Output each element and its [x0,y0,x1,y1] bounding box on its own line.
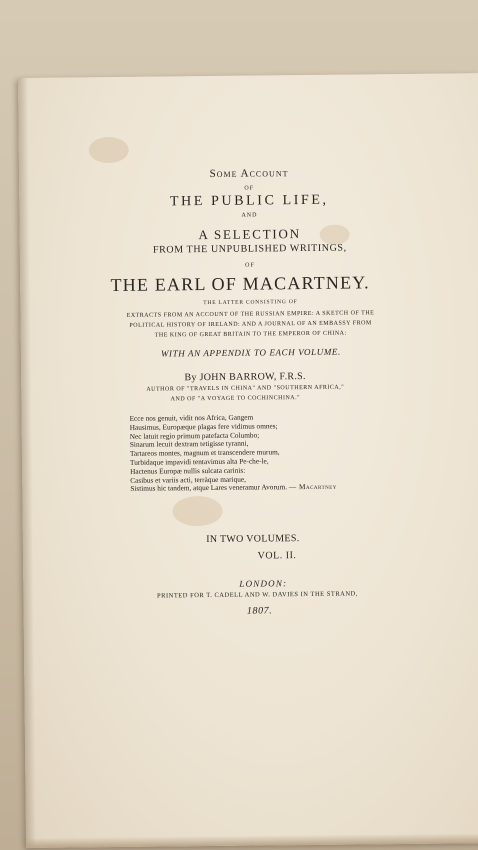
public-life-line: THE PUBLIC LIFE, [169,192,329,210]
appendix-line: WITH AN APPENDIX TO EACH VOLUME. [160,346,341,359]
some-account-line: Some Account [209,167,289,180]
a-selection-line: A SELECTION [198,226,301,243]
epigraph-line-text: Sistimus hic tandem, atque Lares veneramur Avorum. [130,482,288,494]
author-line: By JOHN BARROW, F.R.S. [184,371,306,384]
epigraph-attribution: — Macartney [288,482,337,492]
epigraph-line: Hactenus Europæ nullis sulcata carinis: [130,465,246,476]
epigraph-line: Sinarum lecuit dextram tetigisse tyranni, [129,438,249,450]
extracts-line-1: EXTRACTS FROM AN ACCOUNT OF THE RUSSIAN EMPIRE: A SKETCH OF THE [126,310,375,319]
volumes-line: IN TWO VOLUMES. [206,533,300,546]
epigraph-line: Tartareos montes, magnum et transcendere murum, [129,447,280,459]
and-line: AND [241,212,258,219]
unpublished-writings-line: FROM THE UNPUBLISHED WRITINGS, [152,242,347,256]
epigraph-line-last [130,482,470,494]
extracts-line-2: POLITICAL HISTORY OF IRELAND: AND A JOURNAL OF AN EMBASSY FROM [129,320,372,329]
epigraph-line: Turbidaque impavidi tentavimus alta Pe-che-le, [129,456,269,467]
printer-line: PRINTED FOR T. CADELL AND W. DAVIES IN THE STRAND, [156,590,358,600]
foxing-stain [172,496,222,527]
epigraph-line: Hausimus, Europæque plagas fere vidimus omnes; [129,421,278,432]
volume-number: VOL. II. [257,550,297,562]
extracts-line-3: THE KING OF GREAT BRITAIN TO THE EMPEROR OF CHINA: [154,330,347,339]
latter-consisting-line: THE LATTER CONSISTING OF [203,299,298,307]
of-line-2: OF [245,262,255,269]
place-of-publication: LONDON: [239,578,288,589]
publication-year: 1807. [246,605,273,617]
author-works-line-2: AND OF "A VOYAGE TO COCHINCHINA." [170,395,301,403]
foxing-stain [89,137,129,163]
epigraph-line: Ecce nos genuit, vidit nos Africa, Gangem [129,412,254,423]
author-works-line-1: AUTHOR OF "TRAVELS IN CHINA" AND "SOUTHERN AFRICA," [146,384,345,393]
epigraph-line: Casibus et variis acti, terràque marique, [130,474,246,485]
latin-epigraph [130,411,471,494]
of-line: OF [244,185,255,192]
epigraph-line: Nec latuit regio primum patefacta Columbo; [129,430,260,441]
earl-of-macartney-title: THE EARL OF MACARTNEY. [110,272,370,296]
book-page [18,73,478,848]
